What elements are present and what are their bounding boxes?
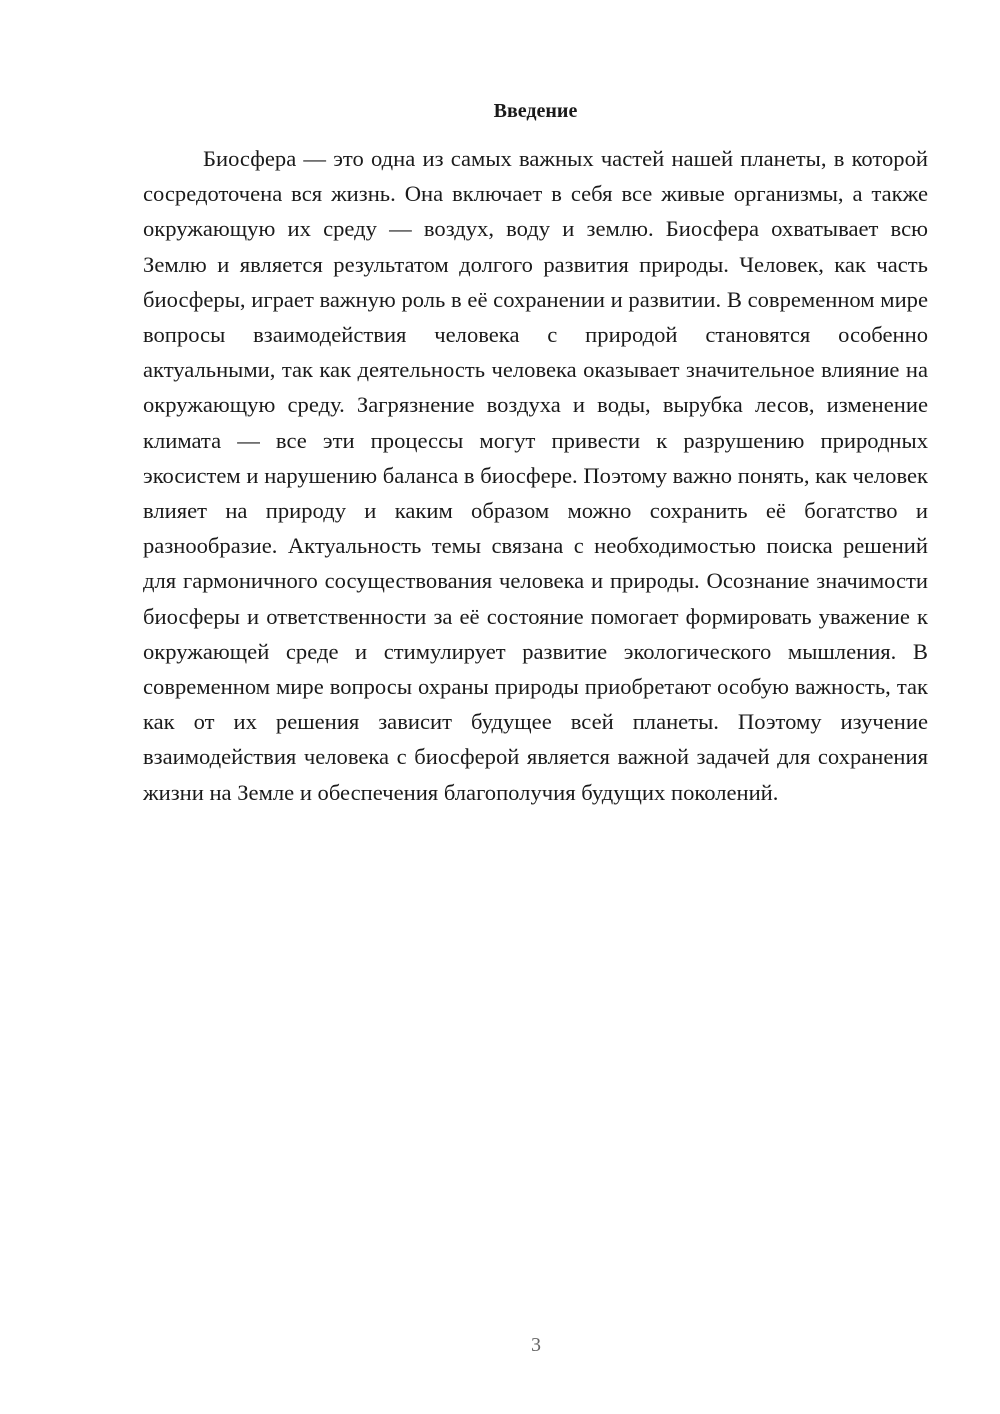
body-paragraph: Биосфера — это одна из самых важных частей нашей планеты, в которой сосредоточена вся жизнь. Она включает в себя все живые организмы, а также окружающую их среду — воздух, воду и землю. Биосфера охватывает всю Землю и является результатом долгого развития природы. Человек, как часть биосферы, играет важную роль в её сохранении и развитии. В современном мире вопросы взаимодействия человека с природой становятся особенно актуальными, так как деятельность человека оказывает значительное влияние на окружающую среду. Загрязнение воздуха и воды, вырубка лесов, изменение климата — все эти процессы могут привести к разрушению природных экосистем и нарушению баланса в биосфере. Поэтому важно понять, как человек влияет на природу и каким образом можно сохранить её богатство и разнообразие. Актуальность темы связана с необходимостью поиска решений для гармоничного сосуществования человека и природы. Осознание значимости биосферы и ответственности за её состояние помогает формировать уважение к окружающей среде и стимулирует развитие экологического мышления. В современном мире вопросы охраны природы приобретают особую важность, так как от их решения зависит будущее всей планеты. Поэтому изучение взаимодействия человека с биосферой является важной задачей для сохранения жизни на Земле и обеспечения благополучия будущих поколений. [143, 146, 928, 805]
section-heading: Введение [493, 100, 578, 122]
page-number: 3 [531, 1334, 541, 1356]
